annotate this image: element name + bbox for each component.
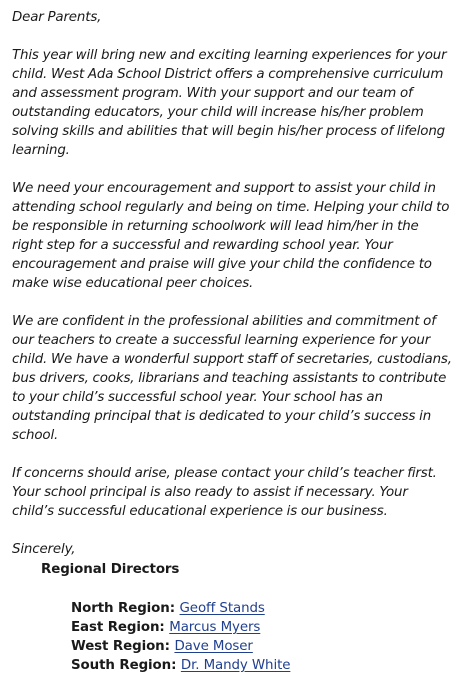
regional-directors-section — [41, 560, 461, 675]
letter-body — [12, 8, 452, 578]
directors-list — [41, 599, 461, 675]
paragraph-intro: This year will bring new and exciting learning experiences for your child. West Ada School District offers a comprehensive curriculum and assessment program. With your support and our team of outstanding educators, your child will increase his/her problem solving skills and abilities that will begin his/her process of lifelong learning. — [12, 48, 447, 158]
director-south — [71, 656, 461, 675]
region-label-west: West Region: — [71, 639, 175, 654]
director-east — [71, 618, 461, 637]
director-north — [71, 599, 461, 618]
paragraph-staff: We are confident in the professional abilities and commitment of our teachers to create a successful learning experience for your child. We have a wonderful support staff of secretaries, custodians, bus drivers, cooks, librarians and teaching assistants to contribute to your child’s successful school year. Your school has an outstanding principal that is dedicated to your child’s success in school. — [12, 314, 452, 443]
region-label-south: South Region: — [71, 658, 181, 673]
region-label-north: North Region: — [71, 601, 180, 616]
regional-directors-heading: Regional Directors — [41, 562, 180, 577]
region-label-east: East Region: — [71, 620, 170, 635]
paragraph-support: We need your encouragement and support to assist your child in attending school regularly and being on time. Helping your child to be responsible in returning schoolwork will lead him/her in the right step for a successful and rewarding school year. Your encouragement and praise will give your child the confidence to make wise educational peer choices. — [12, 181, 450, 291]
paragraph-concerns: If concerns should arise, please contact your child’s teacher first. Your school principal is also ready to assist if necessary. Your child’s successful educational experience is our business. — [12, 466, 437, 519]
closing: Sincerely, — [12, 542, 76, 557]
director-link-south[interactable]: Dr. Mandy White — [180, 658, 291, 673]
director-west — [71, 637, 461, 656]
director-link-east[interactable]: Marcus Myers — [169, 620, 261, 635]
director-link-west[interactable]: Dave Moser — [174, 639, 253, 654]
director-link-north[interactable]: Geoff Stands — [179, 601, 265, 616]
salutation: Dear Parents, — [12, 10, 102, 25]
